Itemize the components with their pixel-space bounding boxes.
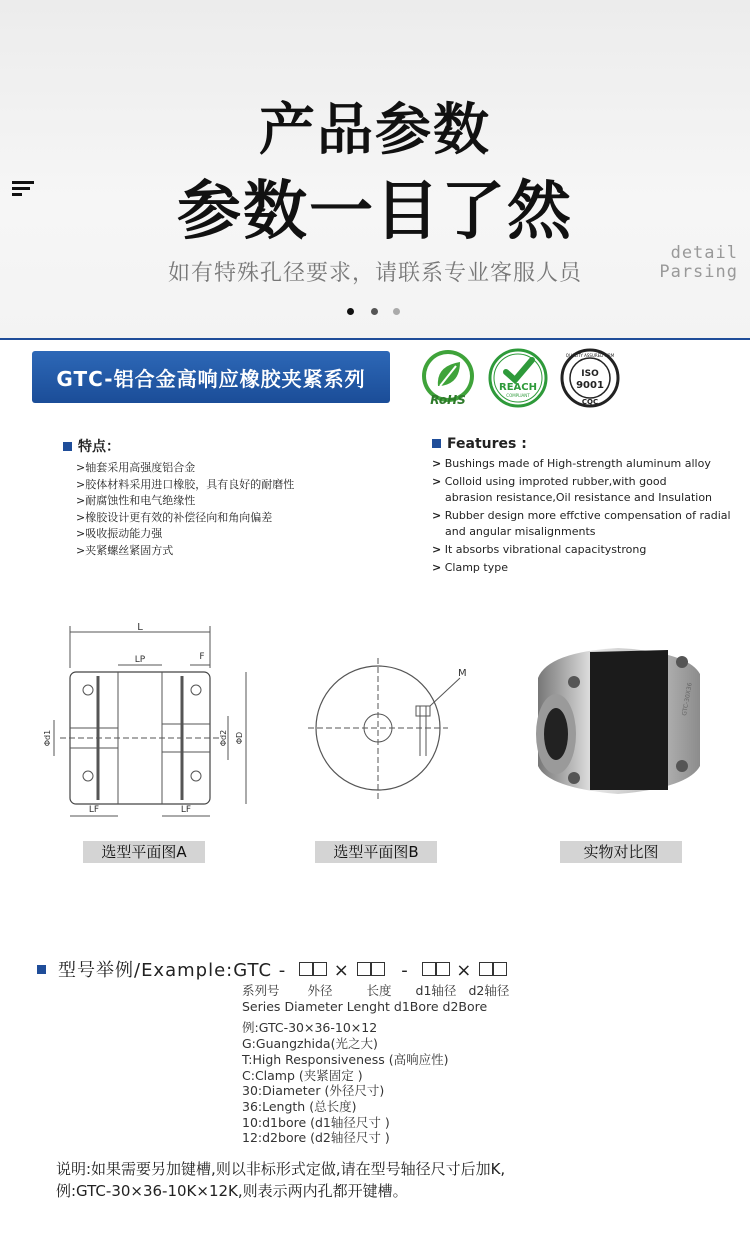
carousel-dot-3[interactable] [393, 308, 400, 315]
caption-drawing-b: 选型平面图B [315, 841, 437, 863]
dim-D: ΦD [235, 731, 244, 745]
example-line: 例:GTC-30×36-10×12 [242, 1020, 378, 1036]
drawing-b-plan [302, 650, 472, 820]
features-zh-heading: 特点： [78, 439, 120, 455]
hero-section [0, 0, 750, 338]
features-zh-item: >耐腐蚀性和电气绝缘性 [76, 494, 196, 508]
features-en-item: > Rubber design more effctive compensation of radial and angular misalignments [432, 508, 731, 539]
placeholder-box-icon [371, 962, 385, 976]
series-banner [32, 351, 390, 403]
example-body [242, 983, 509, 1146]
reach-sublabel: COMPLIANT [506, 393, 530, 398]
coupling-photo [518, 638, 718, 808]
times-symbol: × [333, 960, 350, 981]
features-zh-item: >橡胶设计更有效的补偿径向和角向偏差 [76, 510, 273, 524]
bullet-square-icon [37, 965, 46, 974]
series-banner-title: GTC-铝合金高响应橡胶夹紧系列 [56, 367, 366, 391]
carousel-dot-2[interactable] [371, 308, 378, 315]
caption-photo: 实物对比图 [560, 841, 682, 863]
features-en-item: > It absorbs vibrational capacitystrong [432, 542, 647, 556]
hero-subtitle: 如有特殊孔径要求，请联系专业客服人员 [167, 261, 582, 286]
placeholder-box-icon [313, 962, 327, 976]
caption-drawing-a: 选型平面图A [83, 841, 205, 863]
features-zh [63, 436, 294, 560]
features-en-item: > Clamp type [432, 560, 508, 574]
placeholder-box-icon [436, 962, 450, 976]
times-symbol: × [456, 960, 473, 981]
example-line: C:Clamp (夹紧固定 ) [242, 1067, 363, 1083]
carousel-dots [345, 308, 405, 316]
placeholder-box-icon [422, 962, 436, 976]
features-en-item: > Colloid using improted rubber,with good abrasion resistance,Oil resistance and Insulation [432, 474, 713, 505]
example-line: 10:d1bore (d1轴径尺寸 ) [242, 1114, 390, 1130]
features-zh-item: >吸收振动能力强 [76, 527, 163, 541]
placeholder-box-icon [493, 962, 507, 976]
carousel-dot-1[interactable] [347, 308, 354, 315]
dim-LF-right: LF [180, 805, 192, 815]
example-line: T:High Responsiveness (高响应性) [242, 1051, 449, 1067]
features-en [432, 436, 748, 577]
features-zh-item: >轴套采用高强度铝合金 [76, 461, 196, 474]
example-labels-en: Series Diameter Lenght d1Bore d2Bore [242, 998, 488, 1014]
example-line: 30:Diameter (外径尺寸) [242, 1083, 385, 1099]
iso-ring-text: QUALITY ASSURED FIRM [565, 353, 615, 358]
photo-engraving: GTC-30X36 [681, 682, 694, 717]
reach-label: REACH [499, 382, 537, 393]
placeholder-box-icon [299, 962, 313, 976]
hero-title-line2: 参数一目了然 [177, 175, 573, 249]
detail-parsing-label [659, 244, 738, 282]
bullet-square-icon [432, 439, 441, 448]
detail-line1: detail [670, 243, 738, 263]
example-line: 36:Length (总长度) [242, 1098, 357, 1114]
iso-label: ISO [581, 369, 599, 379]
dim-L: L [137, 622, 143, 633]
example-line: G:Guangzhida(光之大) [242, 1036, 378, 1052]
iso-cqc: CQC [581, 398, 599, 406]
example-line: 12:d2bore (d2轴径尺寸 ) [242, 1130, 390, 1146]
placeholder-box-icon [479, 962, 493, 976]
example-title-row [37, 956, 507, 982]
rohs-label: RoHS [430, 393, 466, 407]
bullet-square-icon [63, 442, 72, 451]
placeholder-box-icon [357, 962, 371, 976]
dim-LP: LP [134, 655, 146, 665]
example-title: 型号举例/Example:GTC - [58, 960, 287, 981]
iso-number: 9001 [576, 380, 604, 391]
note-line1: 说明:如果需要另加键槽,则以非标形式定做,请在型号轴径尺寸后加K, [56, 1160, 506, 1178]
features-zh-item: >夹紧螺丝紧固方式 [76, 543, 174, 557]
hero-title-line1: 产品参数 [259, 98, 491, 163]
note-line2: 例:GTC-30×36-10K×12K,则表示两内孔都开键槽。 [56, 1182, 408, 1200]
detail-line2: Parsing [659, 262, 738, 282]
example-labels-zh: 系列号 外径 长度 d1轴径 d2轴径 [242, 983, 510, 998]
reach-cert-icon [486, 346, 550, 410]
dim-F: F [199, 652, 205, 662]
dim-d1: Φd1 [43, 729, 52, 747]
iso-9001-cert-icon [558, 346, 622, 410]
keyway-note [56, 1158, 505, 1202]
dash-symbol: - [401, 960, 409, 981]
features-zh-item: >胶体材料采用进口橡胶，具有良好的耐磨性 [76, 477, 295, 491]
drawing-a-plan [40, 620, 260, 830]
dim-d2: Φd2 [219, 729, 228, 747]
features-en-heading: Features : [447, 436, 527, 452]
rohs-cert-icon [416, 346, 480, 410]
dim-LF-left: LF [88, 805, 100, 815]
dim-M: M [458, 668, 467, 679]
section-divider [0, 338, 750, 340]
features-en-item: > Bushings made of High-strength aluminum alloy [432, 457, 711, 470]
